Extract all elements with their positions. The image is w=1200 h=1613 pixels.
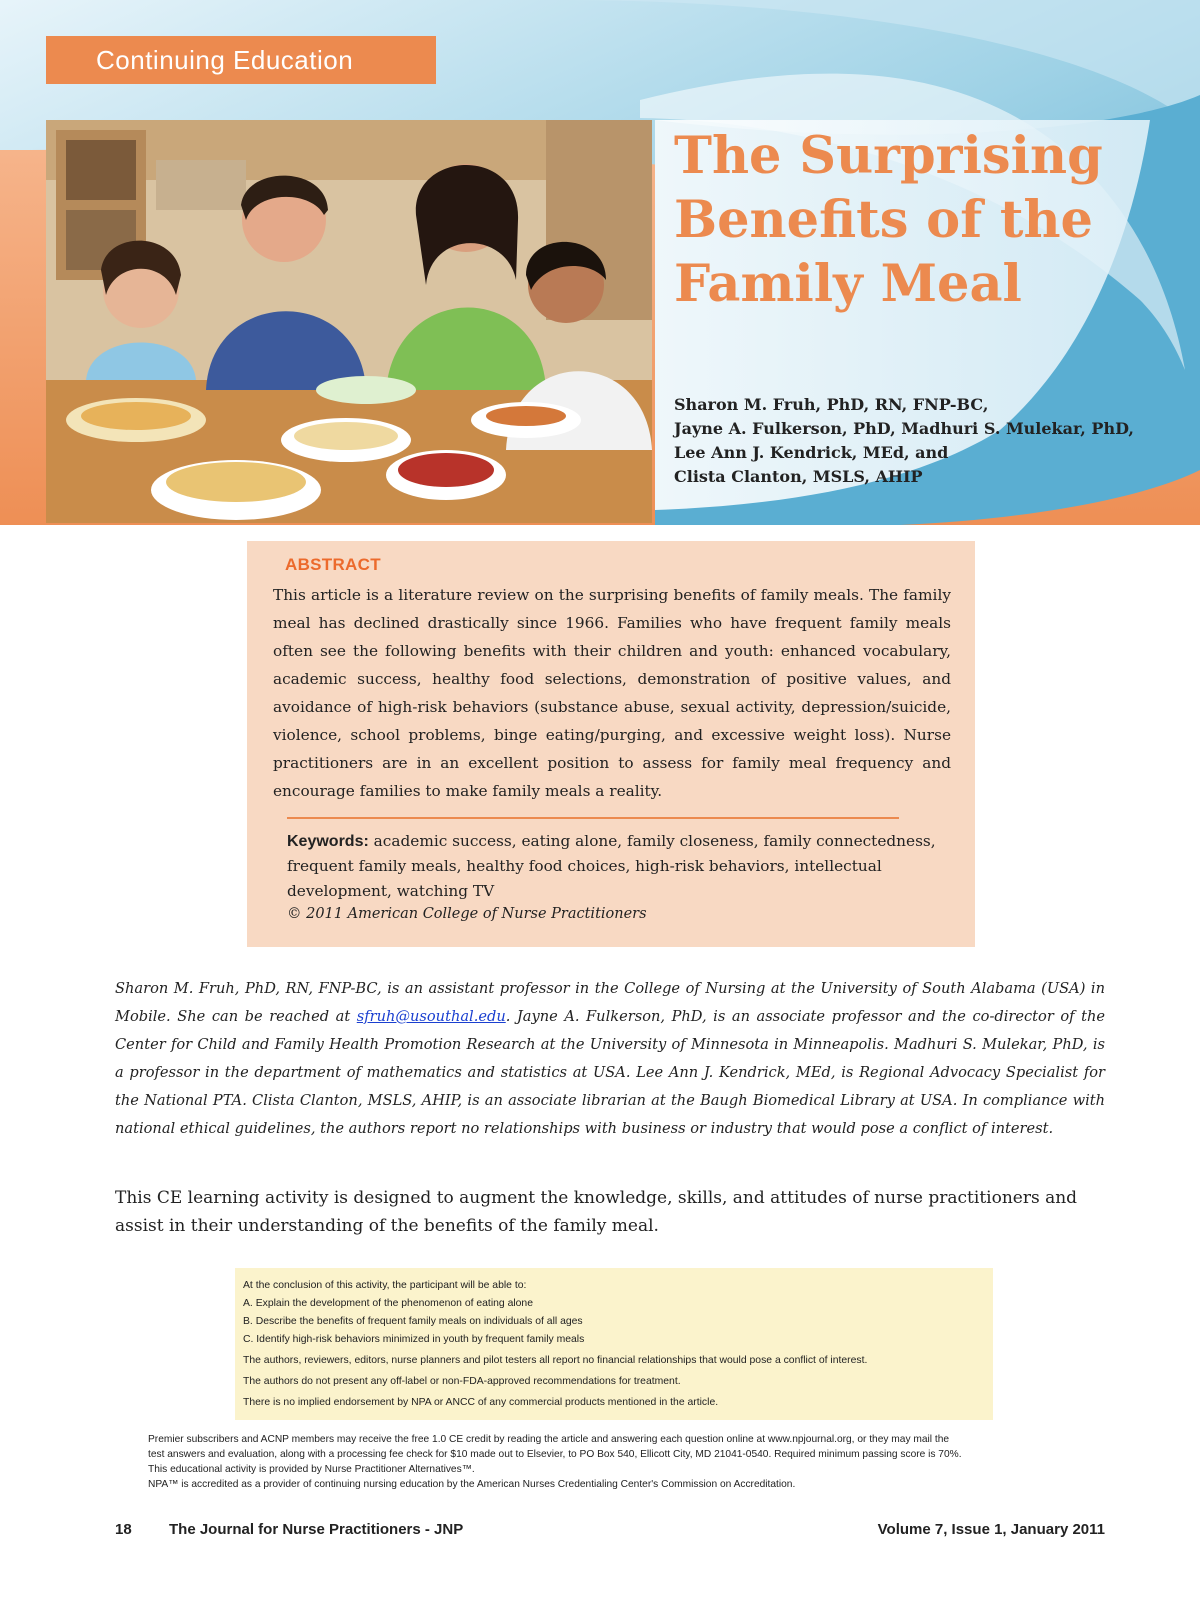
- objective-item: A. Explain the development of the phenomenon of eating alone: [243, 1298, 533, 1309]
- abstract-heading: ABSTRACT: [285, 555, 381, 574]
- fineprint-line: NPA™ is accredited as a provider of continuing nursing education by the American Nurses Credentialing Center's Commission on Accreditation.: [148, 1479, 796, 1490]
- copyright: © 2011 American College of Nurse Practitioners: [287, 906, 647, 922]
- keywords-text: academic success, eating alone, family closeness, family connectedness, frequent family meals, healthy food choices, high-risk behaviors, intellectual development, watching TV: [287, 832, 936, 900]
- keywords: [287, 829, 947, 904]
- bio-text: . Jayne A. Fulkerson, PhD, is an associate professor and the co-director of the Center for Child and Family Health Promotion Research at the University of Minnesota in Minneapolis. Madhuri S. Mulekar, PhD, is a professor in the department of mathematics and statistics at USA. Lee Ann J. Kendrick, MEd, is Regional Advocacy Specialist for the National PTA. Clista Clanton, MSLS, AHIP, is an associate librarian at the Baugh Biomedical Library at USA. In compliance with national ethical guidelines, the authors report no relationships with business or industry that would pose a conflict of interest.: [115, 1008, 1106, 1137]
- title-line: Benefits of the: [674, 190, 1093, 250]
- disclosure-item: The authors do not present any off-label or non-FDA-approved recommendations for treatment.: [243, 1376, 681, 1387]
- page-footer: [115, 1521, 1105, 1538]
- author-email-link[interactable]: sfruh@usouthal.edu: [356, 1008, 506, 1025]
- fineprint-line: test answers and evaluation, along with a processing fee check for $10 made out to Elsevier, to PO Box 540, Ellicott City, MD 21041-0540. Required minimum passing score is 70%.: [148, 1449, 962, 1460]
- section-label: Continuing Education: [46, 36, 436, 84]
- title-line: Family Meal: [674, 254, 1022, 314]
- objectives-intro: At the conclusion of this activity, the participant will be able to:: [243, 1280, 527, 1291]
- author-line: Sharon M. Fruh, PhD, RN, FNP-BC,: [674, 395, 989, 414]
- family-meal-photo: [46, 120, 652, 523]
- abstract-divider: [287, 817, 899, 819]
- author-bio: [115, 975, 1105, 1143]
- ce-intro: This CE learning activity is designed to augment the knowledge, skills, and attitudes of nurse practitioners and assist in their understanding of the benefits of the family meal.: [115, 1188, 1078, 1236]
- fineprint-line: This educational activity is provided by Nurse Practitioner Alternatives™.: [148, 1464, 475, 1475]
- bio-text: Sharon M. Fruh, PhD, RN, FNP-BC, is an assistant professor in the College of Nursing at the University of South Alabama (USA) in Mobile. She can be reached at: [115, 980, 1105, 1025]
- title-line: The Surprising: [674, 126, 1103, 186]
- objective-item: C. Identify high-risk behaviors minimized in youth by frequent family meals: [243, 1334, 585, 1345]
- learning-objectives-box: [235, 1268, 993, 1420]
- disclosure-item: The authors, reviewers, editors, nurse planners and pilot testers all report no financial relationships that would pose a conflict of interest.: [243, 1355, 868, 1366]
- keywords-label: Keywords:: [287, 833, 369, 850]
- abstract-text: This article is a literature review on the surprising benefits of family meals. The family meal has declined drastically since 1966. Families who have frequent family meals often see the following benefits with their children and youth: enhanced vocabulary, academic success, healthy food selections, demonstration of positive values, and avoidance of high-risk behaviors (substance abuse, sexual activity, depression/suicide, violence, school problems, binge eating/purging, and excessive weight loss). Nurse practitioners are in an excellent position to assess for family meal frequency and encourage families to make family meals a reality.: [273, 586, 951, 800]
- author-list: [674, 393, 1184, 489]
- disclosure-item: There is no implied endorsement by NPA or ANCC of any commercial products mentioned in the article.: [243, 1397, 719, 1408]
- article-title: [674, 124, 1174, 316]
- ce-fineprint: [148, 1432, 1093, 1492]
- fineprint-line: Premier subscribers and ACNP members may receive the free 1.0 CE credit by reading the article and answering each question online at www.npjournal.org, or they may mail the: [148, 1434, 950, 1445]
- author-line: Jayne A. Fulkerson, PhD, Madhuri S. Mulekar, PhD,: [674, 419, 1134, 438]
- author-line: Clista Clanton, MSLS, AHIP: [674, 467, 923, 486]
- page-number: 18: [115, 1521, 132, 1538]
- abstract-box: [247, 541, 975, 947]
- journal-name: The Journal for Nurse Practitioners - JNP: [169, 1521, 464, 1538]
- author-line: Lee Ann J. Kendrick, MEd, and: [674, 443, 949, 462]
- objective-item: B. Describe the benefits of frequent family meals on individuals of all ages: [243, 1316, 583, 1327]
- issue-info: Volume 7, Issue 1, January 2011: [877, 1521, 1105, 1538]
